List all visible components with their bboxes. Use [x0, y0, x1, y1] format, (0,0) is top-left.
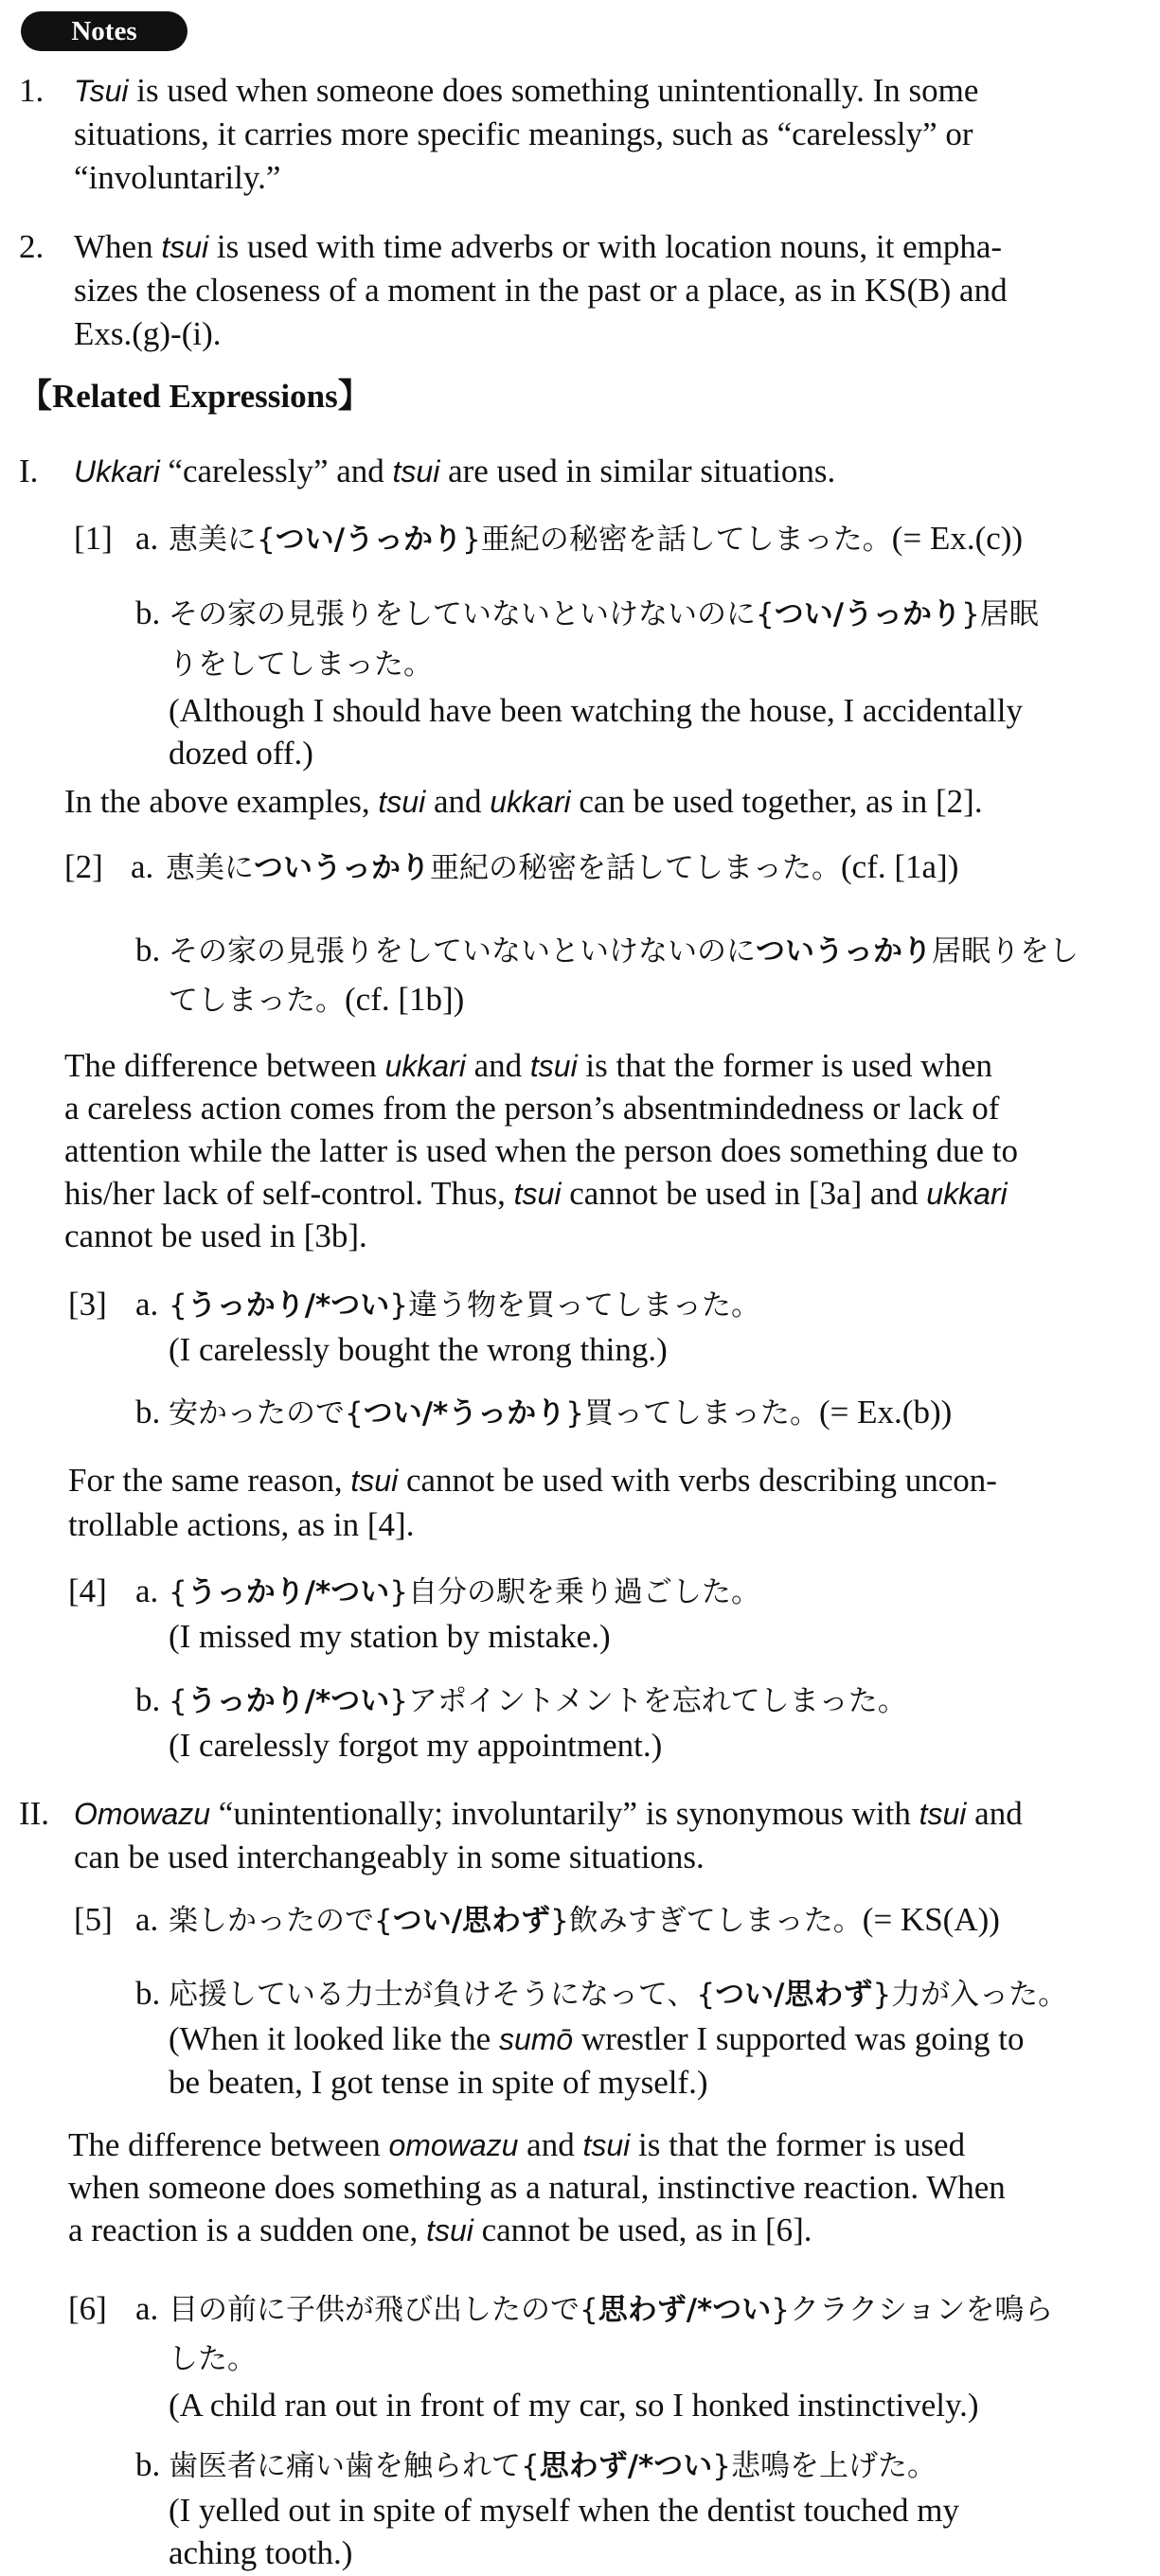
text-segment: “involuntarily.” — [74, 159, 281, 196]
section-number: I. — [19, 453, 39, 489]
text-segment: (When it looked like the — [169, 2020, 499, 2057]
japanese-text: }クラクションを鳴ら — [771, 2293, 1054, 2327]
text-segment: For the same reason, — [68, 1462, 351, 1499]
japanese-text: }悲鳴を上げた。 — [712, 2449, 937, 2483]
paragraph-2-line-1 — [64, 1046, 992, 1086]
section-number: II. — [19, 1795, 50, 1832]
example-label: b. — [135, 932, 161, 968]
japanese-bold-choice: ついうっかり — [254, 851, 430, 885]
example-1b-line-1 — [169, 594, 1039, 634]
example-6a-line-1 — [169, 2289, 1053, 2330]
paragraph-2-line-3 — [64, 1131, 1018, 1171]
example-4b-translation: (I carelessly forgot my appointment.) — [169, 1727, 663, 1764]
japanese-bold-choice: うっかり/*つい — [187, 1684, 390, 1718]
italic-term: sumō — [498, 2022, 574, 2056]
text-segment: and — [425, 783, 491, 820]
paragraph-4-line-1 — [68, 2125, 965, 2165]
paragraph-1 — [64, 782, 983, 822]
japanese-text: }違う物を買ってしまった。 — [389, 1288, 761, 1323]
italic-term: tsui — [426, 2213, 473, 2247]
text-segment: is that the former is used when — [577, 1047, 993, 1084]
note-number: 2. — [19, 228, 45, 265]
japanese-text: てしまった。 — [169, 984, 345, 1018]
text-segment: when someone does something as a natural, instinctive reaction. When — [68, 2169, 1006, 2206]
italic-term: tsui — [392, 454, 440, 489]
example-6a-translation: (A child ran out in front of my car, so I honked instinctively.) — [169, 2387, 979, 2424]
text-segment: sizes the closeness of a moment in the past or a place, as in KS(B) and — [74, 272, 1008, 309]
italic-term: tsui — [378, 785, 426, 819]
example-6a-line-2 — [169, 2338, 257, 2379]
japanese-bold-choice: つい/思わず — [715, 1978, 873, 2012]
japanese-bold-choice: うっかり/*つい — [187, 1288, 390, 1323]
text-segment: The difference between — [68, 2126, 389, 2163]
example-label: b. — [135, 595, 161, 631]
example-number: [3] — [68, 1286, 107, 1323]
italic-term: ukkari — [384, 1049, 466, 1083]
example-label: b. — [135, 1394, 161, 1430]
text-segment: Exs.(g)-(i). — [74, 315, 222, 352]
paragraph-3-line-2 — [68, 1505, 414, 1545]
japanese-text: { — [169, 1684, 187, 1718]
italic-term: Tsui — [74, 74, 129, 108]
japanese-text: }飲みすぎてしまった。 — [550, 1904, 863, 1938]
japanese-bold-choice: つい/*うっかり — [363, 1396, 566, 1430]
example-label: b. — [135, 1975, 161, 2012]
note-2-line-2 — [74, 271, 1008, 311]
japanese-text: 居眠りをし — [932, 934, 1079, 968]
example-2b-line-2 — [169, 980, 464, 1021]
example-label: b. — [135, 1681, 161, 1718]
japanese-bold-choice: つい/うっかり — [275, 523, 463, 557]
text-segment: are used in similar situations. — [439, 453, 836, 489]
example-6b-translation-2: aching tooth.) — [169, 2534, 353, 2571]
text-segment: (cf. [1b]) — [345, 981, 465, 1018]
example-label: a. — [131, 848, 154, 885]
example-number: [6] — [68, 2290, 107, 2327]
italic-term: tsui — [513, 1177, 562, 1211]
note-1-line-3 — [74, 158, 280, 198]
japanese-text: りをしてしまった。 — [169, 648, 433, 682]
section-2-intro-line-2 — [74, 1838, 705, 1877]
japanese-bold-choice: うっかり/*つい — [187, 1575, 390, 1609]
example-label: a. — [135, 1901, 159, 1938]
example-5b-translation-2: be beaten, I got tense in spite of myself.) — [169, 2064, 708, 2101]
japanese-text: 目の前に子供が飛び出したので{ — [169, 2293, 598, 2327]
example-4a — [169, 1572, 760, 1612]
italic-term: ukkari — [926, 1177, 1008, 1211]
japanese-text: 恵美に — [166, 851, 254, 885]
text-segment: When — [74, 228, 162, 265]
example-2b-line-1 — [169, 931, 1079, 971]
japanese-text: その家の見張りをしていないといけないのに{ — [169, 597, 775, 631]
example-1b-translation-2: dozed off.) — [169, 735, 313, 772]
paragraph-4-line-2 — [68, 2168, 1006, 2208]
text-segment: cannot be used with verbs describing uncon- — [398, 1462, 997, 1499]
japanese-bold-choice: ついうっかり — [756, 934, 932, 968]
example-number: [2] — [64, 848, 103, 885]
example-1b-translation-1: (Although I should have been watching the house, I accidentally — [169, 692, 1023, 729]
example-2a — [166, 847, 958, 888]
example-number: [1] — [74, 520, 113, 557]
example-label: a. — [135, 520, 159, 557]
text-segment: is used with time adverbs or with location nouns, it empha- — [208, 228, 1003, 265]
italic-term: tsui — [919, 1797, 967, 1831]
text-segment: (= KS(A)) — [862, 1901, 1000, 1938]
example-number: [4] — [68, 1572, 107, 1609]
text-segment: situations, it carries more specific meanings, such as “carelessly” or — [74, 115, 973, 152]
japanese-text: }居眠 — [961, 597, 1039, 631]
text-segment: trollable actions, as in [4]. — [68, 1506, 415, 1543]
text-segment: can be used interchangeably in some situations. — [74, 1839, 705, 1875]
japanese-bold-choice: つい/思わず — [392, 1904, 551, 1938]
italic-term: Ukkari — [74, 454, 160, 489]
japanese-text: }買ってしまった。 — [565, 1396, 820, 1430]
example-1b-line-2 — [169, 644, 433, 684]
paragraph-4-line-3 — [68, 2211, 812, 2250]
japanese-text: { — [169, 1288, 187, 1323]
example-3a-translation: (I carelessly bought the wrong thing.) — [169, 1331, 668, 1368]
example-label: a. — [135, 2290, 159, 2327]
example-6b-translation-1: (I yelled out in spite of myself when the dentist touched my — [169, 2492, 959, 2529]
example-1a — [169, 519, 1023, 560]
japanese-text: }亜紀の秘密を話してしまった。 — [462, 523, 892, 557]
text-segment: “unintentionally; involuntarily” is synonymous with — [210, 1795, 919, 1832]
text-segment: wrestler I supported was going to — [573, 2020, 1025, 2057]
text-segment: and — [518, 2126, 583, 2163]
text-segment: is that the former is used — [630, 2126, 966, 2163]
note-1-line-2 — [74, 115, 973, 154]
example-5a — [169, 1900, 1000, 1941]
section-2-intro-line-1 — [74, 1794, 1023, 1834]
example-label: a. — [135, 1572, 159, 1609]
paragraph-2-line-5 — [64, 1217, 367, 1256]
text-segment: (cf. [1a]) — [841, 848, 959, 885]
japanese-text: 楽しかったので{ — [169, 1904, 393, 1938]
text-segment: “carelessly” and — [159, 453, 393, 489]
note-number: 1. — [19, 72, 45, 109]
example-6b — [169, 2445, 937, 2486]
example-5b — [169, 1974, 1067, 2015]
text-segment: is used when someone does something unintentionally. In some — [128, 72, 979, 109]
japanese-text: 恵美に{ — [169, 523, 276, 557]
text-segment: a reaction is a sudden one, — [68, 2212, 427, 2248]
example-label: a. — [135, 1286, 159, 1323]
example-4a-translation: (I missed my station by mistake.) — [169, 1618, 611, 1655]
text-segment: a careless action comes from the person’s absentmindedness or lack of — [64, 1090, 1000, 1127]
example-label: b. — [135, 2446, 161, 2483]
example-3b — [169, 1393, 952, 1433]
text-segment: In the above examples, — [64, 783, 379, 820]
text-segment: can be used together, as in [2]. — [570, 783, 983, 820]
italic-term: tsui — [350, 1464, 399, 1498]
japanese-text: その家の見張りをしていないといけないのに — [169, 934, 756, 968]
note-1-line-1 — [74, 71, 978, 111]
text-segment: his/her lack of self-control. Thus, — [64, 1175, 514, 1212]
japanese-text: した。 — [169, 2342, 257, 2376]
japanese-text: }自分の駅を乗り過ごした。 — [389, 1575, 761, 1609]
italic-term: Omowazu — [74, 1797, 211, 1831]
japanese-text: 亜紀の秘密を話してしまった。 — [430, 851, 841, 885]
example-5b-translation-1 — [169, 2019, 1024, 2059]
text-segment: attention while the latter is used when the person does something due to — [64, 1132, 1019, 1169]
japanese-text: { — [169, 1575, 187, 1609]
japanese-bold-choice: 思わず/*つい — [539, 2449, 713, 2483]
japanese-text: 歯医者に痛い歯を触られて{ — [169, 2449, 540, 2483]
italic-term: ukkari — [490, 785, 571, 819]
italic-term: tsui — [161, 230, 209, 264]
text-segment: and — [966, 1795, 1023, 1832]
text-segment: (= Ex.(c)) — [891, 520, 1024, 557]
text-segment: cannot be used in [3b]. — [64, 1217, 367, 1254]
notes-badge: Notes — [21, 11, 187, 51]
example-number: [5] — [74, 1901, 113, 1938]
italic-term: tsui — [582, 2128, 631, 2162]
japanese-text: 安かったので{ — [169, 1396, 364, 1430]
text-segment: (= Ex.(b)) — [819, 1394, 953, 1430]
section-1-intro — [74, 452, 835, 491]
text-segment: cannot be used, as in [6]. — [473, 2212, 812, 2248]
text-segment: cannot be used in [3a] and — [561, 1175, 927, 1212]
paragraph-3-line-1 — [68, 1461, 997, 1501]
example-3a — [169, 1285, 760, 1325]
japanese-text: 応援している力士が負けそうになって、{ — [169, 1978, 716, 2012]
italic-term: omowazu — [388, 2128, 519, 2162]
paragraph-2-line-2 — [64, 1089, 999, 1128]
paragraph-2-line-4 — [64, 1174, 1008, 1214]
japanese-text: }力が入った。 — [872, 1978, 1068, 2012]
japanese-text: }アポイントメントを忘れてしまった。 — [389, 1684, 907, 1718]
text-segment: The difference between — [64, 1047, 385, 1084]
related-expressions-heading: 【Related Expressions】 — [19, 378, 371, 415]
example-4b — [169, 1680, 907, 1721]
note-2-line-3 — [74, 314, 222, 354]
japanese-bold-choice: 思わず/*つい — [598, 2293, 772, 2327]
japanese-bold-choice: つい/うっかり — [774, 597, 962, 631]
italic-term: tsui — [529, 1049, 578, 1083]
text-segment: and — [465, 1047, 530, 1084]
note-2-line-1 — [74, 227, 1002, 267]
